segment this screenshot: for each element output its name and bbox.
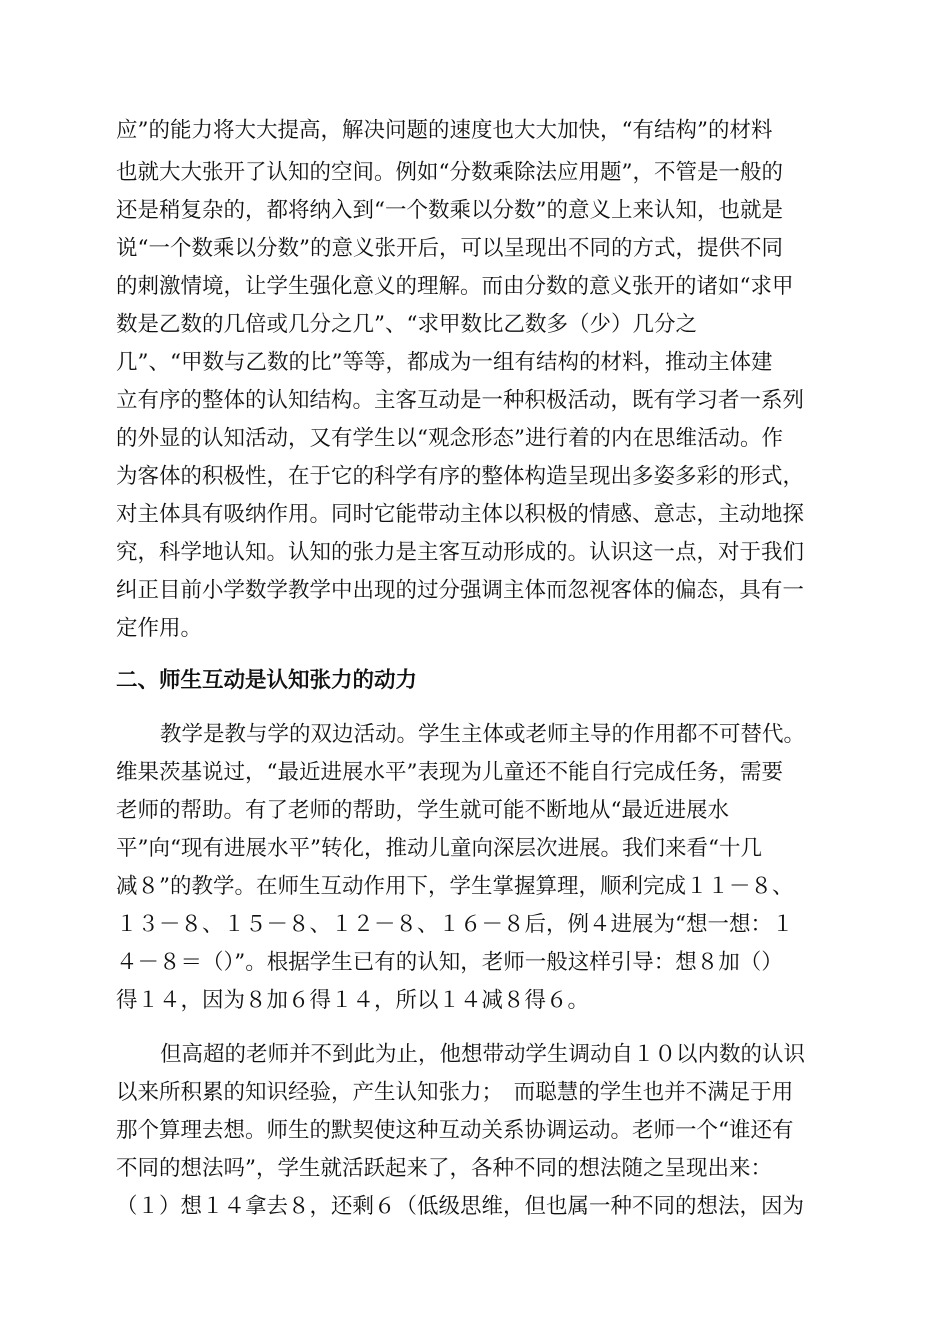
text-line: １３－８、１５－８、１２－８、１６－８后，例４进展为“想一想：１: [116, 912, 794, 937]
text-line: 究，科学地认知。认知的张力是主客互动形成的。认识这一点，对于我们: [116, 540, 805, 565]
text-line: 还是稍复杂的，都将纳入到“一个数乘以分数”的意义上来认知，也就是: [116, 198, 783, 223]
text-line: 老师的帮助。有了老师的帮助，学生就可能不断地从“最近进展水: [116, 798, 729, 823]
text-line: 那个算理去想。师生的默契使这种互动关系协调运动。老师一个“谁还有: [116, 1118, 794, 1143]
text-line: 说“一个数乘以分数”的意义张开后，可以呈现出不同的方式，提供不同: [116, 236, 783, 261]
text-line: 得１４，因为８加６得１４，所以１４减８得６。: [116, 988, 590, 1013]
text-line: 教学是教与学的双边活动。学生主体或老师主导的作用都不可替代。: [160, 722, 806, 747]
text-line: 平”向“现有进展水平”转化，推动儿童向深层次进展。我们来看“十几: [116, 836, 762, 861]
text-line: 几”、“甲数与乙数的比”等等，都成为一组有结构的材料，推动主体建: [116, 350, 773, 375]
text-line: 以来所积累的知识经验，产生认知张力； 而聪慧的学生也并不满足于用: [116, 1080, 794, 1105]
section-heading: 二、师生互动是认知张力的动力: [116, 668, 418, 693]
text-line: 为客体的积极性，在于它的科学有序的整体构造呈现出多姿多彩的形式，: [116, 464, 805, 489]
text-line: 应”的能力将大大提高，解决问题的速度也大大加快，“有结构”的材料: [116, 118, 773, 143]
text-line: 但高超的老师并不到此为止，他想带动学生调动自１０以内数的认识: [160, 1042, 806, 1067]
text-line: 定作用。: [116, 616, 203, 641]
text-line: 的外显的认知活动，又有学生以“观念形态”进行着的内在思维活动。作: [116, 426, 783, 451]
text-line: 纠正目前小学数学教学中出现的过分强调主体而忽视客体的偏态，具有一: [116, 578, 805, 603]
text-line: 不同的想法吗”，学生就活跃起来了，各种不同的想法随之呈现出来：: [116, 1156, 772, 1181]
text-line: 立有序的整体的认知结构。主客互动是一种积极活动，既有学习者一系列: [116, 388, 805, 413]
text-line: （１）想１４拿去８，还剩６（低级思维，但也属一种不同的想法，因为: [116, 1194, 805, 1219]
text-line: ４－８＝（）”。根据学生已有的认知，老师一般这样引导：想８加（）: [116, 950, 783, 975]
text-line: 对主体具有吸纳作用。同时它能带动主体以积极的情感、意志，主动地探: [116, 502, 805, 527]
text-line: 数是乙数的几倍或几分之几”、“求甲数比乙数多（少）几分之: [116, 312, 697, 337]
text-line: 的刺激情境，让学生强化意义的理解。而由分数的意义张开的诸如“求甲: [116, 274, 794, 299]
text-line: 维果茨基说过，“最近进展水平”表现为儿童还不能自行完成任务，需要: [116, 760, 783, 785]
text-line: 减８”的教学。在师生互动作用下，学生掌握算理，顺利完成１１－８、: [116, 874, 794, 899]
text-line: 也就大大张开了认知的空间。例如“分数乘除法应用题”，不管是一般的: [116, 160, 783, 185]
